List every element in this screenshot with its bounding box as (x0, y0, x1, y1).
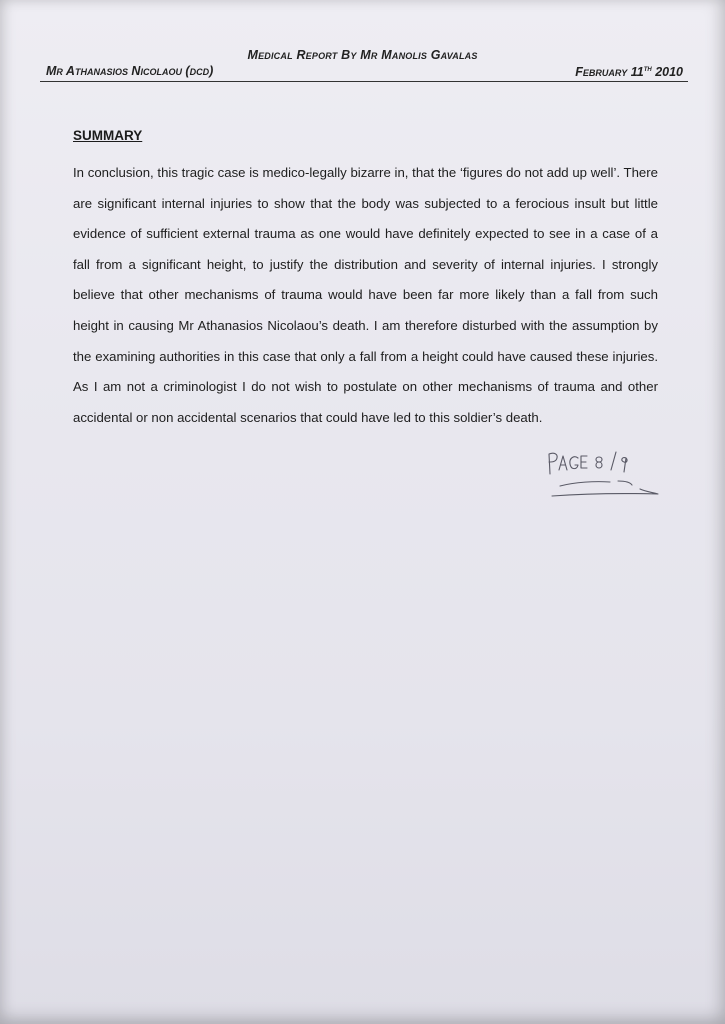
summary-heading: SUMMARY (73, 128, 143, 143)
header-divider (40, 81, 688, 82)
report-date-year: 2010 (655, 65, 683, 79)
handwritten-page-annotation (540, 448, 670, 508)
patient-name: Mr Athanasios Nicolaou (dcd) (46, 64, 214, 78)
report-date-day: February 11 (575, 65, 644, 79)
report-date (575, 64, 683, 79)
report-date-suffix: th (643, 64, 652, 73)
summary-paragraph: In conclusion, this tragic case is medico-legally bizarre in, that the ‘figures do not add up well’. There are significant internal injuries to show that the body was subjected to a ferocious insult but little evidence of sufficient external trauma as one would have definitely expected to see in a case of a fall from a significant height, to justify the distribution and severity of internal injuries. I strongly believe that other mechanisms of trauma would have been far more likely than a fall from such height in causing Mr Athanasios Nicolaou’s death. I am therefore disturbed with the assumption by the examining authorities in this case that only a fall from a height could have caused these injuries. As I am not a criminologist I do not wish to postulate on other mechanisms of trauma and other accidental or non accidental scenarios that could have led to this soldier’s death. (73, 165, 658, 425)
report-title: Medical Report By Mr Manolis Gavalas (247, 48, 478, 62)
